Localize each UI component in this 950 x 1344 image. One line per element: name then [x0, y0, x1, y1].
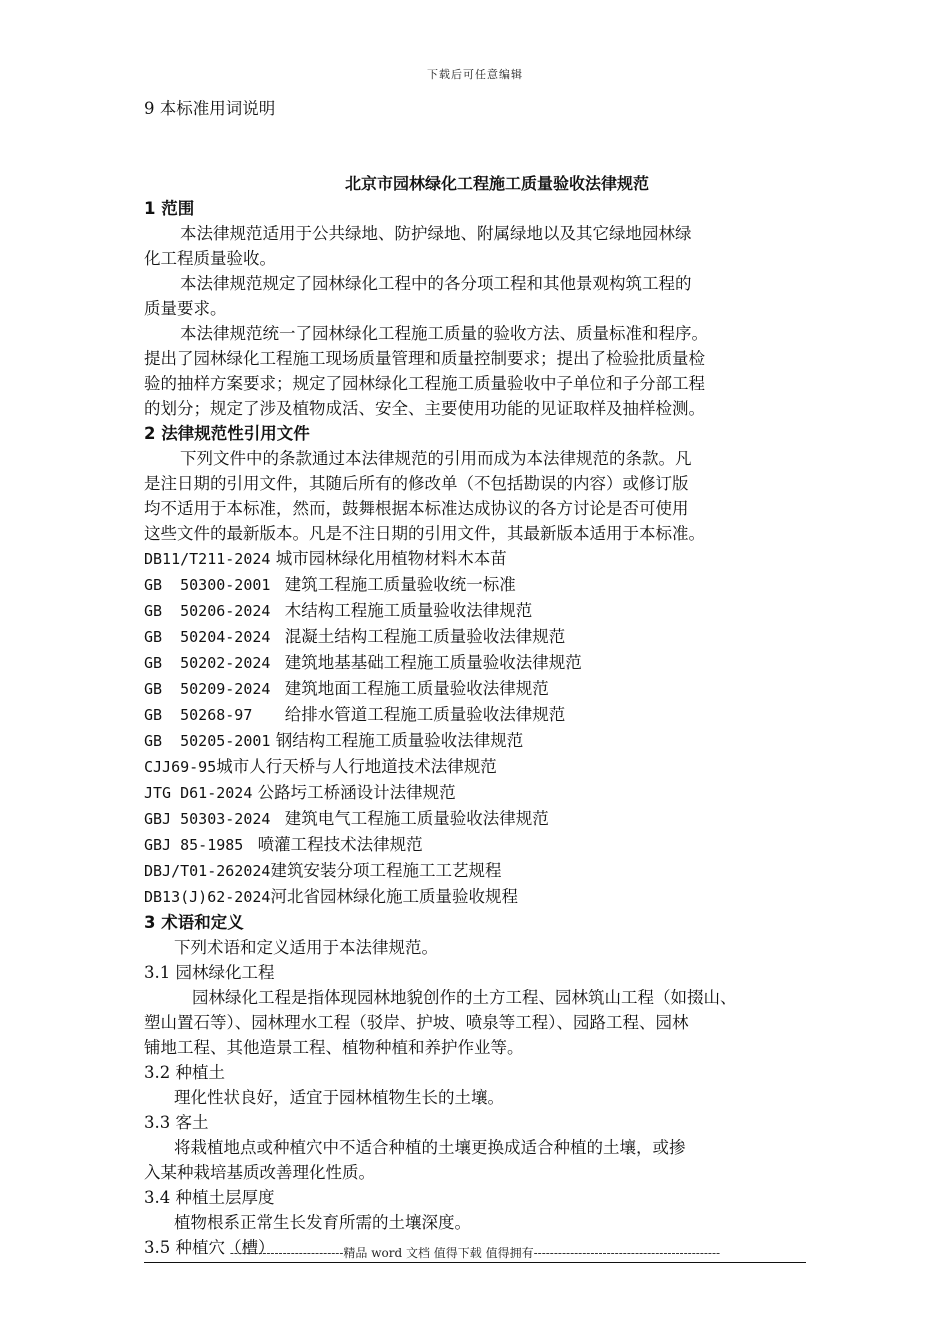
reference-title: 建筑工程施工质量验收统一标准: [284, 575, 516, 594]
document-title: 北京市园林绿化工程施工质量验收法律规范: [344, 174, 649, 193]
reference-code: GB 50202-2024: [144, 654, 280, 672]
reference-item: [144, 806, 814, 832]
paragraph-line: 本法律规范统一了园林绿化工程施工质量的验收方法、质量标准和程序。: [180, 324, 708, 343]
reference-item: [144, 546, 814, 572]
reference-code: DBJ/T01-262024: [144, 862, 271, 880]
section-heading-3: 3 术语和定义: [144, 913, 244, 932]
reference-code: DB13(J)62-2024: [144, 888, 271, 906]
reference-item: [144, 598, 814, 624]
reference-item: [144, 754, 814, 780]
footer-divider: [144, 1262, 806, 1263]
page-footer: ----------------------------精品 word 文档 值得下载 值得拥有----------------------------------------------: [229, 1246, 721, 1260]
reference-item: [144, 780, 814, 806]
reference-title: 建筑安装分项工程施工工艺规程: [270, 861, 502, 880]
paragraph-line: 提出了园林绿化工程施工现场质量管理和质量控制要求；提出了检验批质量检: [144, 349, 705, 368]
term-heading: 3.5 种植穴（槽）: [144, 1238, 275, 1257]
paragraph-line: 铺地工程、其他造景工程、植物种植和养护作业等。: [144, 1038, 524, 1057]
paragraph-line: 质量要求。: [144, 299, 227, 318]
reference-title: 建筑地面工程施工质量验收法律规范: [284, 679, 549, 698]
term-heading: 3.2 种植土: [144, 1063, 225, 1082]
reference-title: 城市人行天桥与人行地道技术法律规范: [216, 757, 497, 776]
reference-code: JTG D61-2024: [144, 784, 253, 802]
reference-item: [144, 676, 814, 702]
reference-title: 钢结构工程施工质量验收法律规范: [275, 731, 524, 750]
paragraph-line: 本法律规范规定了园林绿化工程中的各分项工程和其他景观构筑工程的: [180, 274, 692, 293]
top-line: 9 本标准用词说明: [144, 99, 276, 118]
paragraph-line: 塑山置石等）、园林理水工程（驳岸、护坡、喷泉等工程）、园路工程、园林: [144, 1013, 689, 1032]
paragraph-line: 入某种栽培基质改善理化性质。: [144, 1163, 375, 1182]
reference-item: [144, 624, 814, 650]
paragraph-line: 是注日期的引用文件，其随后所有的修改单（不包括勘误的内容）或修订版: [144, 474, 689, 493]
reference-code: CJJ69-95: [144, 758, 217, 776]
paragraph-line: 验的抽样方案要求；规定了园林绿化工程施工质量验收中子单位和子分部工程: [144, 374, 705, 393]
reference-code: GB 50206-2024: [144, 602, 280, 620]
reference-title: 河北省园林绿化施工质量验收规程: [270, 887, 518, 906]
reference-title: 给排水管道工程施工质量验收法律规范: [284, 705, 566, 724]
reference-item: [144, 832, 814, 858]
reference-item: [144, 702, 814, 728]
reference-title: 混凝土结构工程施工质量验收法律规范: [284, 627, 566, 646]
section-heading-1: 1 范围: [144, 199, 195, 218]
reference-code: GB 50205-2001: [144, 732, 271, 750]
reference-code: GB 50209-2024: [144, 680, 280, 698]
reference-title: 建筑地基基础工程施工质量验收法律规范: [284, 653, 582, 672]
reference-title: 城市园林绿化用植物材料木本苗: [275, 549, 507, 568]
paragraph-line: 园林绿化工程是指体现园林地貌创作的土方工程、园林筑山工程（如掇山、: [192, 988, 737, 1007]
reference-item: [144, 650, 814, 676]
page-header: 下载后可任意编辑: [427, 68, 523, 81]
reference-title: 喷灌工程技术法律规范: [257, 835, 423, 854]
paragraph-line: 本法律规范适用于公共绿地、防护绿地、附属绿地以及其它绿地园林绿: [180, 224, 692, 243]
reference-code: GB 50204-2024: [144, 628, 280, 646]
paragraph-line: 理化性状良好，适宜于园林植物生长的土壤。: [174, 1088, 504, 1107]
document-body: [144, 96, 814, 1260]
section-heading-2: 2 法律规范性引用文件: [144, 424, 310, 443]
reference-item: [144, 728, 814, 754]
reference-title: 公路圬工桥涵设计法律规范: [257, 783, 456, 802]
paragraph-line: 植物根系正常生长发育所需的土壤深度。: [174, 1213, 471, 1232]
term-heading: 3.4 种植土层厚度: [144, 1188, 275, 1207]
reference-code: GB 50300-2001: [144, 576, 280, 594]
term-heading: 3.3 客土: [144, 1113, 209, 1132]
reference-title: 建筑电气工程施工质量验收法律规范: [284, 809, 549, 828]
paragraph-line: 将栽植地点或种植穴中不适合种植的土壤更换成适合种植的土壤，或掺: [174, 1138, 686, 1157]
term-heading: 3.1 园林绿化工程: [144, 963, 275, 982]
reference-item: [144, 858, 814, 884]
reference-code: GBJ 50303-2024: [144, 810, 280, 828]
reference-item: [144, 572, 814, 598]
paragraph-line: 的划分；规定了涉及植物成活、安全、主要使用功能的见证取样及抽样检测。: [144, 399, 705, 418]
paragraph-line: 下列文件中的条款通过本法律规范的引用而成为本法律规范的条款。凡: [180, 449, 692, 468]
paragraph-line: 均不适用于本标准，然而，鼓舞根据本标准达成协议的各方讨论是否可使用: [144, 499, 689, 518]
paragraph-line: 化工程质量验收。: [144, 249, 276, 268]
paragraph-line: 下列术语和定义适用于本法律规范。: [174, 938, 438, 957]
reference-item: [144, 884, 814, 910]
reference-title: 木结构工程施工质量验收法律规范: [284, 601, 533, 620]
reference-code: GB 50268-97: [144, 706, 280, 724]
paragraph-line: 这些文件的最新版本。凡是不注日期的引用文件，其最新版本适用于本标准。: [144, 524, 705, 543]
reference-code: GBJ 85-1985: [144, 836, 253, 854]
reference-code: DB11/T211-2024: [144, 550, 271, 568]
